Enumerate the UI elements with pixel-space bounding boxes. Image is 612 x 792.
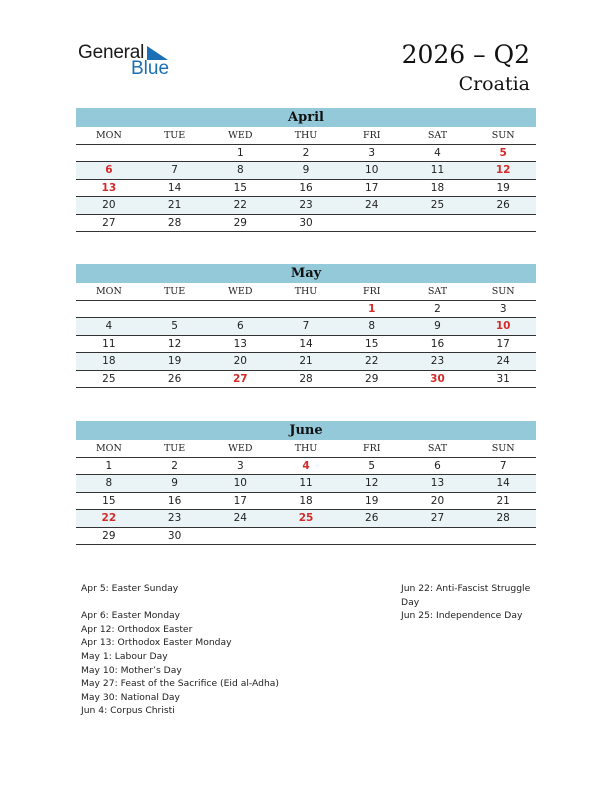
weekday-label: SAT xyxy=(427,443,448,454)
weekday-label: SUN xyxy=(491,130,515,141)
day-cell xyxy=(405,215,471,231)
holiday-day-cell: 6 xyxy=(105,164,113,177)
day-cell: 16 xyxy=(167,494,182,507)
day-cell xyxy=(273,528,339,544)
holiday-note: May 10: Mother’s Day xyxy=(81,664,182,676)
day-cell: 23 xyxy=(430,355,445,368)
day-cell: 21 xyxy=(299,355,313,368)
day-cell: 5 xyxy=(171,320,178,333)
weekday-label: WED xyxy=(228,286,253,297)
day-cell: 26 xyxy=(496,199,510,212)
day-cell: 13 xyxy=(430,477,445,490)
holiday-day-cell: 1 xyxy=(368,303,376,315)
weekday-label: SAT xyxy=(427,286,448,297)
week-row xyxy=(76,145,536,162)
weekday-header-row xyxy=(76,127,536,145)
weekday-label: TUE xyxy=(163,443,186,454)
weekday-label: FRI xyxy=(362,443,381,454)
holiday-day-cell: 22 xyxy=(101,512,117,525)
day-cell: 2 xyxy=(434,303,441,315)
day-cell: 14 xyxy=(299,337,313,350)
day-cell xyxy=(405,528,471,544)
day-cell xyxy=(142,301,208,317)
holiday-notes-right xyxy=(401,582,546,623)
day-cell xyxy=(273,301,339,317)
day-cell xyxy=(339,215,405,231)
day-cell: 9 xyxy=(302,164,310,177)
day-cell: 1 xyxy=(105,460,113,472)
holiday-day-cell: 30 xyxy=(430,372,445,385)
month-title: April xyxy=(76,108,536,127)
day-cell: 8 xyxy=(368,320,376,333)
day-cell xyxy=(339,528,405,544)
week-row xyxy=(76,353,536,370)
brand-name-line2: Blue xyxy=(131,58,170,79)
day-cell: 3 xyxy=(236,460,244,472)
day-cell: 23 xyxy=(167,512,182,525)
day-cell: 30 xyxy=(167,529,182,542)
holiday-note: May 30: National Day xyxy=(81,691,180,703)
weekday-label: TUE xyxy=(163,286,186,297)
day-cell: 7 xyxy=(302,320,310,333)
day-cell: 2 xyxy=(171,460,178,472)
day-cell: 17 xyxy=(496,337,510,350)
holiday-note: Apr 6: Easter Monday xyxy=(81,610,181,622)
weekday-label: FRI xyxy=(362,286,381,297)
weekday-header-row xyxy=(76,440,536,458)
day-cell: 11 xyxy=(102,337,116,350)
holiday-day-cell: 5 xyxy=(499,147,507,159)
day-cell: 6 xyxy=(236,320,244,333)
day-cell: 16 xyxy=(299,181,313,194)
weekday-label: TUE xyxy=(163,130,186,141)
day-cell xyxy=(470,528,536,544)
weekday-label: THU xyxy=(294,443,318,454)
weekday-label: MON xyxy=(95,130,122,141)
day-cell xyxy=(76,301,142,317)
day-cell: 17 xyxy=(365,181,379,194)
weekday-label: MON xyxy=(95,443,122,454)
day-cell: 9 xyxy=(171,477,178,490)
day-cell: 6 xyxy=(434,460,441,472)
day-cell: 31 xyxy=(496,372,510,385)
day-cell xyxy=(76,145,142,161)
day-cell: 29 xyxy=(233,216,247,229)
day-cell: 4 xyxy=(434,147,441,159)
week-row xyxy=(76,475,536,492)
day-cell: 16 xyxy=(430,337,445,350)
weekday-label: THU xyxy=(294,130,318,141)
week-row xyxy=(76,371,536,388)
day-cell: 17 xyxy=(233,494,247,507)
day-cell xyxy=(207,528,273,544)
weekday-header-row xyxy=(76,283,536,301)
day-cell: 18 xyxy=(299,494,313,507)
page-title: 2026 – Q2 xyxy=(401,40,530,69)
month-calendar-june xyxy=(76,421,536,545)
holiday-day-cell: 12 xyxy=(495,164,511,177)
day-cell: 25 xyxy=(430,199,445,212)
holiday-note: Jun 4: Corpus Christi xyxy=(81,705,175,717)
day-cell: 28 xyxy=(167,216,182,229)
day-cell: 14 xyxy=(167,181,182,194)
holiday-note: Apr 13: Orthodox Easter Monday xyxy=(81,637,232,649)
day-cell xyxy=(207,301,273,317)
day-cell: 10 xyxy=(365,164,379,177)
day-cell: 21 xyxy=(167,199,182,212)
week-row xyxy=(76,197,536,214)
day-cell: 30 xyxy=(299,216,313,229)
note-spacer xyxy=(81,596,279,610)
day-cell: 18 xyxy=(102,355,116,368)
week-row xyxy=(76,162,536,179)
day-cell: 3 xyxy=(499,303,507,315)
week-row xyxy=(76,301,536,318)
weekday-label: WED xyxy=(228,130,253,141)
day-cell: 9 xyxy=(434,320,441,333)
brand-logo xyxy=(78,42,188,82)
day-cell: 4 xyxy=(105,320,113,333)
day-cell: 1 xyxy=(236,147,244,159)
weekday-label: WED xyxy=(228,443,253,454)
weekday-label: FRI xyxy=(362,130,381,141)
day-cell: 29 xyxy=(102,529,116,542)
day-cell: 26 xyxy=(365,512,379,525)
holiday-note: Jun 22: Anti-Fascist Struggle Day xyxy=(401,583,531,608)
holiday-day-cell: 10 xyxy=(495,320,511,333)
day-cell: 11 xyxy=(299,477,313,490)
day-cell: 20 xyxy=(430,494,445,507)
day-cell: 27 xyxy=(430,512,445,525)
day-cell: 2 xyxy=(302,147,310,159)
weekday-label: SAT xyxy=(427,130,448,141)
day-cell: 19 xyxy=(167,355,182,368)
week-row xyxy=(76,215,536,232)
day-cell: 13 xyxy=(233,337,247,350)
day-cell: 11 xyxy=(430,164,445,177)
weekday-label: MON xyxy=(95,286,122,297)
holiday-note: May 1: Labour Day xyxy=(81,650,168,662)
day-cell: 10 xyxy=(233,477,247,490)
holiday-note: May 27: Feast of the Sacrifice (Eid al-Adha) xyxy=(81,678,280,690)
day-cell xyxy=(470,215,536,231)
day-cell: 19 xyxy=(496,181,510,194)
day-cell xyxy=(142,145,208,161)
day-cell: 8 xyxy=(105,477,113,490)
day-cell: 25 xyxy=(102,372,116,385)
holiday-day-cell: 27 xyxy=(232,372,248,385)
day-cell: 7 xyxy=(499,460,507,472)
day-cell: 21 xyxy=(496,494,510,507)
holiday-note: Apr 5: Easter Sunday xyxy=(81,583,179,594)
week-row xyxy=(76,458,536,475)
weekday-label: SUN xyxy=(491,443,515,454)
weekday-label: SUN xyxy=(491,286,515,297)
week-row xyxy=(76,510,536,527)
day-cell: 20 xyxy=(233,355,247,368)
week-row xyxy=(76,180,536,197)
day-cell: 8 xyxy=(236,164,244,177)
day-cell: 23 xyxy=(299,199,313,212)
day-cell: 24 xyxy=(365,199,379,212)
day-cell: 12 xyxy=(167,337,182,350)
day-cell: 27 xyxy=(102,216,116,229)
day-cell: 24 xyxy=(496,355,510,368)
day-cell: 14 xyxy=(496,477,510,490)
day-cell: 19 xyxy=(365,494,379,507)
holiday-day-cell: 13 xyxy=(101,181,117,194)
weekday-label: THU xyxy=(294,286,318,297)
month-calendar-april xyxy=(76,108,536,232)
brand-name-line1: General xyxy=(78,42,145,63)
day-cell: 18 xyxy=(430,181,445,194)
holiday-day-cell: 25 xyxy=(298,512,314,525)
week-row xyxy=(76,493,536,510)
day-cell: 28 xyxy=(496,512,510,525)
day-cell: 22 xyxy=(365,355,379,368)
month-title: June xyxy=(76,421,536,440)
day-cell: 15 xyxy=(233,181,247,194)
day-cell: 24 xyxy=(233,512,247,525)
week-row xyxy=(76,336,536,353)
holiday-note: Jun 25: Independence Day xyxy=(401,610,523,622)
day-cell: 20 xyxy=(102,199,116,212)
month-title: May xyxy=(76,264,536,283)
day-cell: 29 xyxy=(365,372,379,385)
holiday-notes-left xyxy=(81,582,279,718)
day-cell: 5 xyxy=(368,460,376,472)
week-row xyxy=(76,318,536,335)
holiday-day-cell: 4 xyxy=(302,460,310,472)
holiday-note: Apr 12: Orthodox Easter xyxy=(81,623,193,635)
day-cell: 22 xyxy=(233,199,247,212)
day-cell: 15 xyxy=(102,494,116,507)
day-cell: 3 xyxy=(368,147,376,159)
week-row xyxy=(76,528,536,545)
day-cell: 15 xyxy=(365,337,379,350)
day-cell: 26 xyxy=(167,372,182,385)
country-name: Croatia xyxy=(458,73,530,95)
day-cell: 12 xyxy=(365,477,379,490)
day-cell: 28 xyxy=(299,372,313,385)
month-calendar-may xyxy=(76,264,536,388)
day-cell: 7 xyxy=(171,164,178,177)
